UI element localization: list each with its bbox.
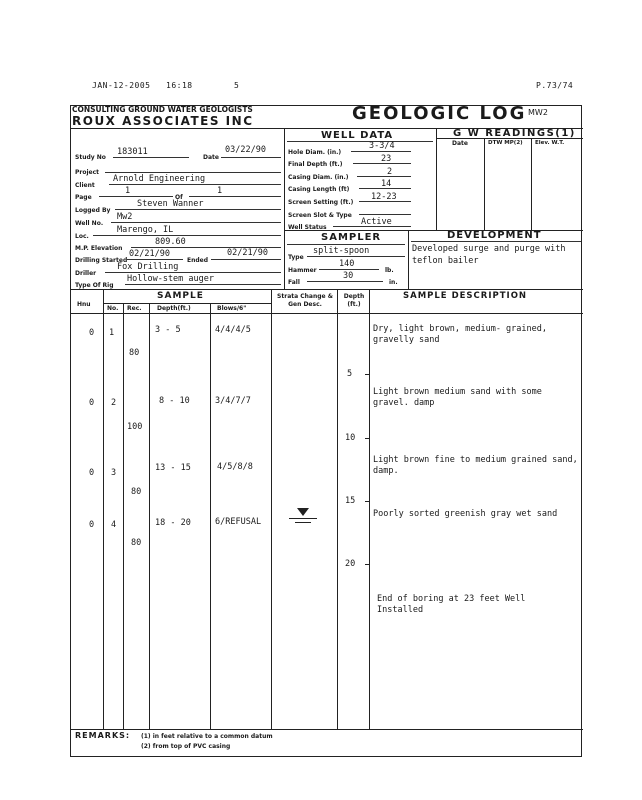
col-depth: Depth(ft.)	[157, 305, 191, 312]
drilling-started-label: Drilling Started	[75, 257, 128, 264]
casing-length-label: Casing Length (ft)	[288, 186, 350, 193]
of-label: Of	[175, 194, 183, 201]
logged-by-label: Logged By	[75, 207, 111, 214]
row4-no: 4	[111, 520, 117, 530]
remarks-label: REMARKS:	[75, 731, 131, 740]
loc-label: Loc.	[75, 233, 89, 240]
fax-time: 16:18	[166, 81, 193, 90]
hammer-unit: lb.	[385, 267, 394, 274]
date-label: Date	[203, 154, 219, 161]
gw-col-elev: Elev. W.T.	[535, 140, 565, 146]
log-sheet	[70, 105, 582, 757]
end-of-boring-note: End of boring at 23 feet Well Installed	[377, 594, 526, 615]
project-label: Project	[75, 169, 100, 176]
rig-type-value: Hollow-stem auger	[127, 274, 214, 284]
gw-col-date: Date	[452, 140, 468, 147]
study-no: 183011	[117, 147, 148, 157]
water-table-icon	[297, 508, 309, 516]
depth-mark-20: 20	[345, 559, 356, 569]
well-no-label: Well No.	[75, 220, 104, 227]
mp-elev-value: 809.60	[155, 237, 186, 247]
of-value: 1	[217, 186, 223, 196]
rig-type-label: Type Of Rig	[75, 282, 114, 289]
remark-2: (2) from top of PVC casing	[141, 743, 231, 750]
well-status-value: Active	[361, 217, 392, 227]
col-blows: Blows/6"	[217, 305, 247, 312]
depth-mark-15: 15	[345, 496, 356, 506]
gw-readings-header: G W READINGS(1)	[453, 128, 576, 139]
sampler-type-label: Type	[288, 254, 304, 261]
remark-1: (1) in feet relative to a common datum	[141, 733, 273, 740]
sampler-type-value: split-spoon	[313, 246, 370, 256]
row3-no: 3	[111, 468, 117, 478]
final-depth-value: 23	[381, 154, 392, 164]
col-rec: Rec.	[127, 305, 142, 312]
row2-depth: 8 - 10	[159, 396, 190, 406]
row2-no: 2	[111, 398, 117, 408]
client-label: Client	[75, 182, 95, 189]
casing-diam-label: Casing Diam. (in.)	[288, 174, 349, 181]
fax-date: JAN-12-2005	[92, 81, 151, 90]
sampler-header: SAMPLER	[321, 232, 382, 243]
gw-col-dtw: DTW MP(2)	[488, 140, 523, 146]
log-date: 03/22/90	[225, 145, 266, 155]
col-sample-description: SAMPLE DESCRIPTION	[403, 291, 528, 301]
row2-description: Light brown medium sand with some gravel. damp	[373, 387, 542, 408]
hammer-label: Hammer	[288, 267, 317, 274]
col-depth-ft: Depth (ft.)	[343, 293, 365, 308]
row1-hnu: 0	[89, 328, 95, 338]
row3-blows: 4/5/8/8	[217, 462, 253, 472]
row3-hnu: 0	[89, 468, 95, 478]
screen-slot-label: Screen Slot & Type	[288, 212, 352, 219]
study-label: Study No	[75, 154, 106, 161]
row4-description: Poorly sorted greenish gray wet sand	[373, 509, 558, 519]
fax-code: 5	[234, 81, 240, 90]
well-status-label: Well Status	[288, 224, 327, 231]
well-data-header: WELL DATA	[321, 130, 394, 141]
screen-setting-label: Screen Setting (ft.)	[288, 199, 354, 206]
depth-mark-10: 10	[345, 433, 356, 443]
well-id-title: MW2	[528, 108, 548, 117]
logged-by-value: Steven Wanner	[137, 199, 204, 209]
hole-diam-value: 3-3/4	[369, 141, 395, 151]
driller-label: Driller	[75, 270, 97, 277]
row4-hnu: 0	[89, 520, 95, 530]
screen-setting-value: 12-23	[371, 192, 397, 202]
final-depth-label: Final Depth (ft.)	[288, 161, 343, 168]
row3-rec: 80	[131, 487, 142, 497]
row2-hnu: 0	[89, 398, 95, 408]
casing-length-value: 14	[381, 179, 392, 189]
fall-label: Fall	[288, 279, 300, 286]
row1-depth: 3 - 5	[155, 325, 181, 335]
fall-value: 30	[343, 271, 354, 281]
row1-no: 1	[109, 328, 115, 338]
fax-page: P.73/74	[536, 81, 574, 90]
row4-rec: 80	[131, 538, 142, 548]
driller-value: Fox Drilling	[117, 262, 179, 272]
page-value: 1	[125, 186, 131, 196]
row3-depth: 13 - 15	[155, 463, 191, 473]
client-value: Arnold Engineering	[113, 174, 206, 184]
row2-blows: 3/4/7/7	[215, 396, 251, 406]
row4-depth: 18 - 20	[155, 518, 191, 528]
company-subtitle: CONSULTING GROUND WATER GEOLOGISTS	[72, 105, 253, 114]
row1-description: Dry, light brown, medium- grained, gravelly sand	[373, 324, 547, 345]
development-header: DEVELOPMENT	[447, 230, 542, 241]
col-strata: Strata Change & Gen Desc.	[277, 293, 333, 308]
development-text: Developed surge and purge with teflon bailer	[412, 244, 566, 266]
ended-label: Ended	[187, 257, 209, 264]
col-hnu: Hnu	[77, 301, 91, 308]
drilling-started-value: 02/21/90	[129, 249, 170, 259]
row4-blows: 6/REFUSAL	[215, 517, 262, 527]
sample-header: SAMPLE	[157, 291, 204, 301]
col-no: No.	[107, 305, 119, 312]
row1-blows: 4/4/4/5	[215, 325, 251, 335]
depth-mark-5: 5	[347, 369, 353, 379]
page-label: Page	[75, 194, 92, 201]
row2-rec: 100	[127, 422, 143, 432]
mp-elev-label: M.P. Elevation	[75, 245, 123, 252]
row1-rec: 80	[129, 348, 140, 358]
fall-unit: in.	[389, 279, 398, 286]
company-name: ROUX ASSOCIATES INC	[72, 114, 254, 128]
log-title: GEOLOGIC LOG	[352, 103, 527, 124]
drilling-ended-value: 02/21/90	[227, 248, 268, 258]
hammer-value: 140	[339, 259, 355, 269]
location-value: Marengo, IL	[117, 225, 174, 235]
hole-diam-label: Hole Diam. (in.)	[288, 149, 342, 156]
row3-description: Light brown fine to medium grained sand, damp.	[373, 455, 578, 476]
well-no-value: Mw2	[117, 212, 133, 222]
casing-diam-value: 2	[387, 167, 393, 177]
